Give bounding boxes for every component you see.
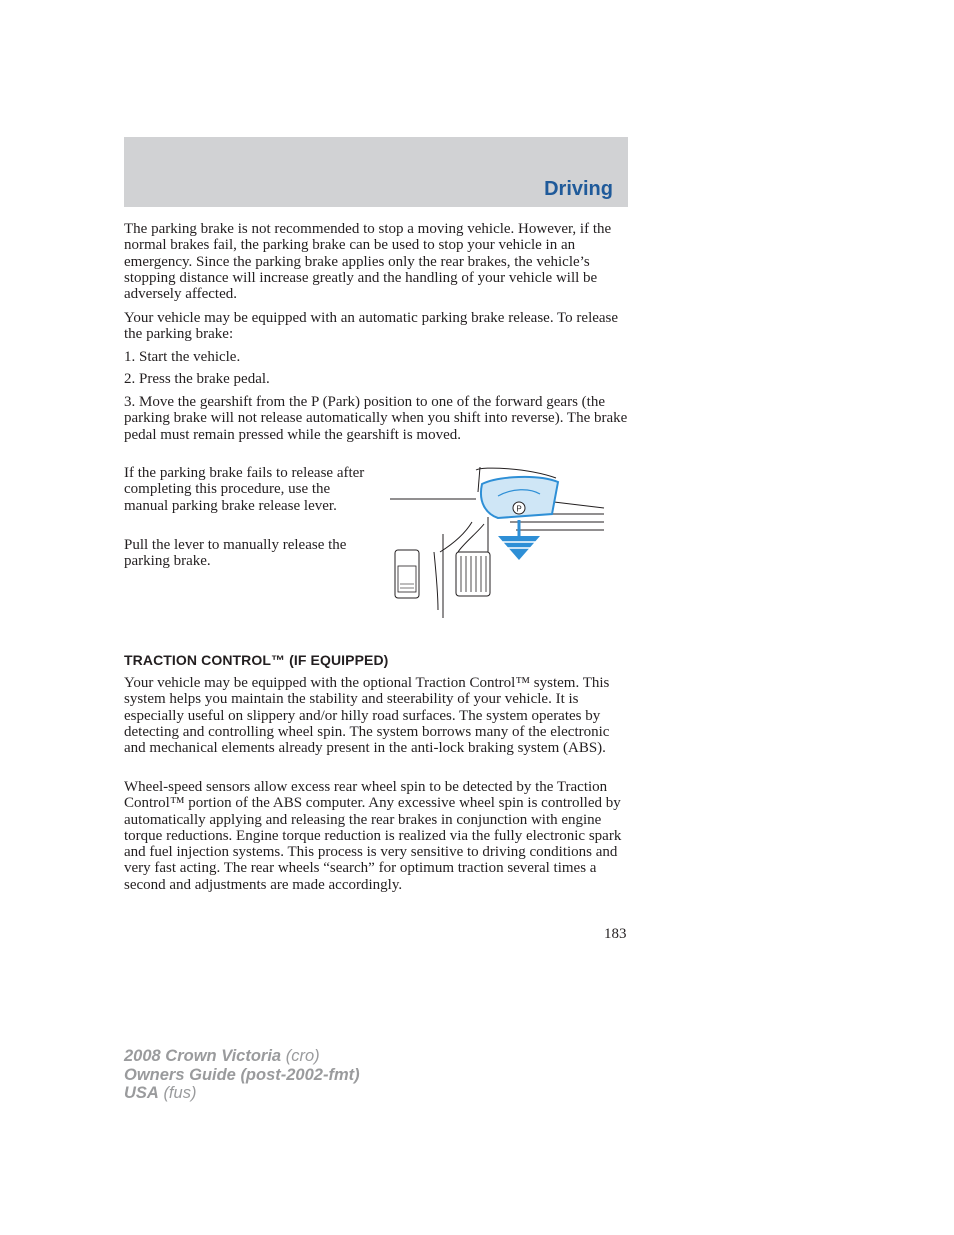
footer-model-code: (cro) (285, 1047, 320, 1065)
section-title: Driving (544, 178, 613, 200)
document-footer (124, 1047, 360, 1103)
lever-symbol-text: P (516, 504, 522, 514)
footer-model: 2008 Crown Victoria (124, 1047, 282, 1065)
step-2: 2. Press the brake pedal. (124, 371, 270, 387)
traction-control-paragraph-1: Your vehicle may be equipped with the optional Traction Control™ system. This system helps you maintain the stability and steerability of your vehicle. It is especially useful on slippery and/or hilly road surfaces. The system operates by detecting and controlling wheel spin. The system borrows many of the electronic and mechanical elements already present in the anti-lock braking system (ABS). (124, 675, 610, 757)
step-3: 3. Move the gearshift from the P (Park) position to one of the forward gears (the parking brake will not release automatically when you shift into reverse). The brake pedal must remain pressed while the gearshift is moved. (124, 394, 628, 443)
footer-line-1 (124, 1047, 360, 1066)
automatic-release-paragraph: Your vehicle may be equipped with an automatic parking brake release. To release the parking brake: (124, 310, 619, 343)
parking-brake-warning-paragraph: The parking brake is not recommended to stop a moving vehicle. However, if the normal brakes fail, the parking brake can be used to stop your vehicle in an emergency. Since the parking brake applies only the rear brakes, the vehicle’s stopping distance will increase greatly and the handling of your vehicle will be adversely affected. (124, 221, 612, 303)
footer-market-code: (fus) (163, 1084, 197, 1102)
section-header-band (124, 137, 628, 207)
page-number: 183 (604, 926, 627, 942)
step-1: 1. Start the vehicle. (124, 349, 241, 365)
traction-control-heading: TRACTION CONTROL™ (IF EQUIPPED) (124, 652, 389, 668)
footer-market: USA (124, 1084, 159, 1102)
footer-guide-format: Owners Guide (post-2002-fmt) (124, 1065, 360, 1084)
footer-line-3 (124, 1084, 360, 1103)
parking-brake-release-lever-icon (388, 462, 606, 620)
pull-lever-paragraph: Pull the lever to manually release the parking brake. (124, 537, 347, 570)
footer-line-2 (124, 1066, 360, 1085)
traction-control-paragraph-2: Wheel-speed sensors allow excess rear wheel spin to be detected by the Traction Control™ portion of the ABS computer. Any excessive wheel spin is controlled by automatically applying and releasing the rear brakes in conjunction with engine torque reductions. Engine torque reduction is realized via the fully electronic spark and fuel injection systems. This process is very sensitive to driving conditions and very fast acting. The rear wheels “search” for optimum traction several times a second and adjustments are made accordingly. (124, 779, 622, 893)
manual-release-paragraph: If the parking brake fails to release after completing this procedure, use the manual parking brake release lever. (124, 465, 365, 514)
